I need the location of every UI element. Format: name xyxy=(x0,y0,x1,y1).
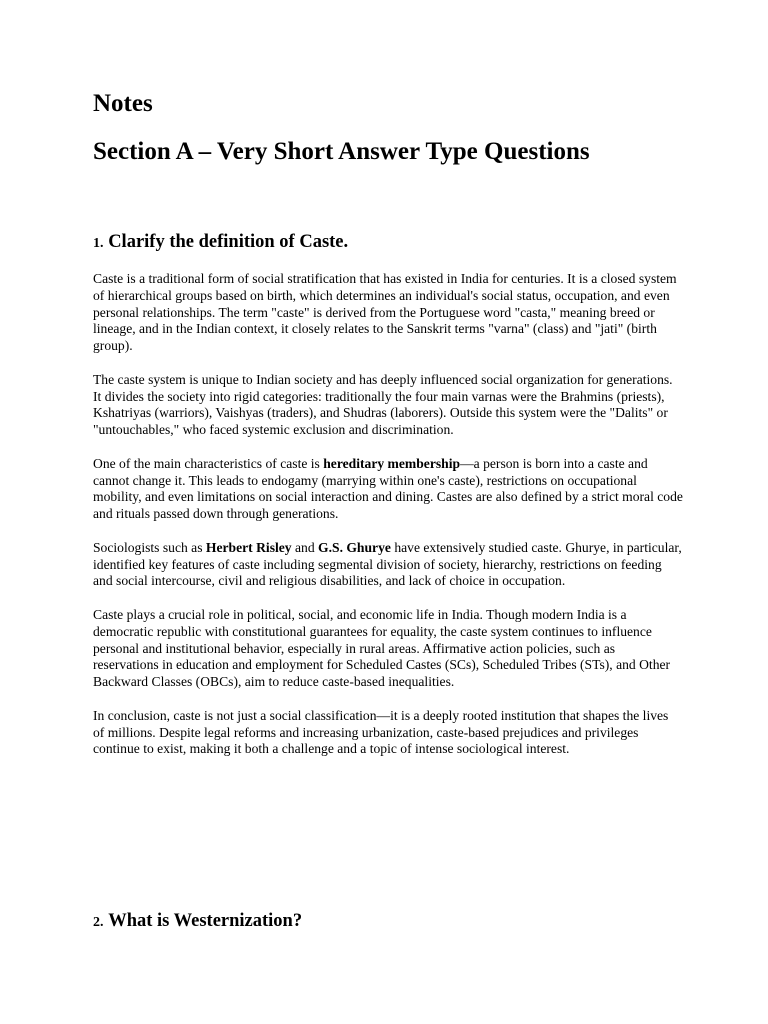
paragraph-4-text-start: Sociologists such as xyxy=(93,539,206,555)
paragraph-3-text-end: —a person is born into a caste and cannot change it. This leads to endogamy (marrying within one's caste), restrictions on occupational mobility, and even limitations on social interaction and dining. Castes are also defined by a strict moral code and rituals passed down through generations. xyxy=(93,455,683,522)
paragraph-3-text-start: One of the main characteristics of caste is xyxy=(93,455,324,471)
question-2-number: 2. xyxy=(93,915,104,930)
question-2-title: What is Westernization? xyxy=(108,911,303,931)
paragraph-4-text-end: have extensively studied caste. Ghurye, in particular, identified key features of caste including segmental division of society, hierarchy, restrictions on feeding and social intercourse, civil and religious disabilities, and lack of choice in occupation. xyxy=(93,539,682,589)
question-1-number: 1. xyxy=(93,236,104,251)
notes-heading: Notes xyxy=(93,90,153,117)
answer-paragraph-2: The caste system is unique to Indian society and has deeply influenced social organization for generations. It divides the society into rigid categories: traditionally the four main varnas were the Brahmins (priests), Kshatriyas (warriors), Vaishyas (traders), and Shudras (laborers). Outside this system were the "Dalits" or "untouchables," who faced systemic exclusion and discrimination. xyxy=(93,371,673,438)
question-1-heading xyxy=(93,230,348,256)
answer-paragraph-1: Caste is a traditional form of social stratification that has existed in India for centuries. It is a closed system of hierarchical groups based on birth, which determines an individual's social status, occupation, and even personal relationships. The term "caste" is derived from the Portuguese word "casta," meaning breed or lineage, and in the Indian context, it closely relates to the Sanskrit terms "varna" (class) and "jati" (birth group). xyxy=(93,271,677,354)
answer-paragraph-5: Caste plays a crucial role in political, social, and economic life in India. Though modern India is a democratic republic with constitutional guarantees for equality, the caste system continues to influence personal and institutional behavior, especially in rural areas. Affirmative action policies, such as reservations in education and employment for Scheduled Castes (SCs), Scheduled Tribes (STs), and Other Backward Classes (OBCs), aim to reduce caste-based inequalities. xyxy=(93,606,671,690)
gs-ghurye-name: G.S. Ghurye xyxy=(318,539,391,555)
paragraph-4-text-mid: and xyxy=(291,539,319,555)
answer-paragraph-4 xyxy=(93,540,683,590)
question-1-title: Clarify the definition of Caste. xyxy=(108,232,349,252)
question-1-answer xyxy=(93,271,683,775)
section-heading: Section A – Very Short Answer Type Questions xyxy=(93,138,590,165)
question-2-heading xyxy=(93,909,302,935)
answer-paragraph-3 xyxy=(93,456,683,523)
herbert-risley-name: Herbert Risley xyxy=(205,539,292,555)
answer-paragraph-6: In conclusion, caste is not just a social classification—it is a deeply rooted institution that shapes the lives of millions. Despite legal reforms and increasing urbanization, caste-based prejudices and privileges continue to exist, making it both a challenge and a topic of intense sociological interest. xyxy=(93,707,669,757)
hereditary-membership-term: hereditary membership xyxy=(323,455,461,471)
